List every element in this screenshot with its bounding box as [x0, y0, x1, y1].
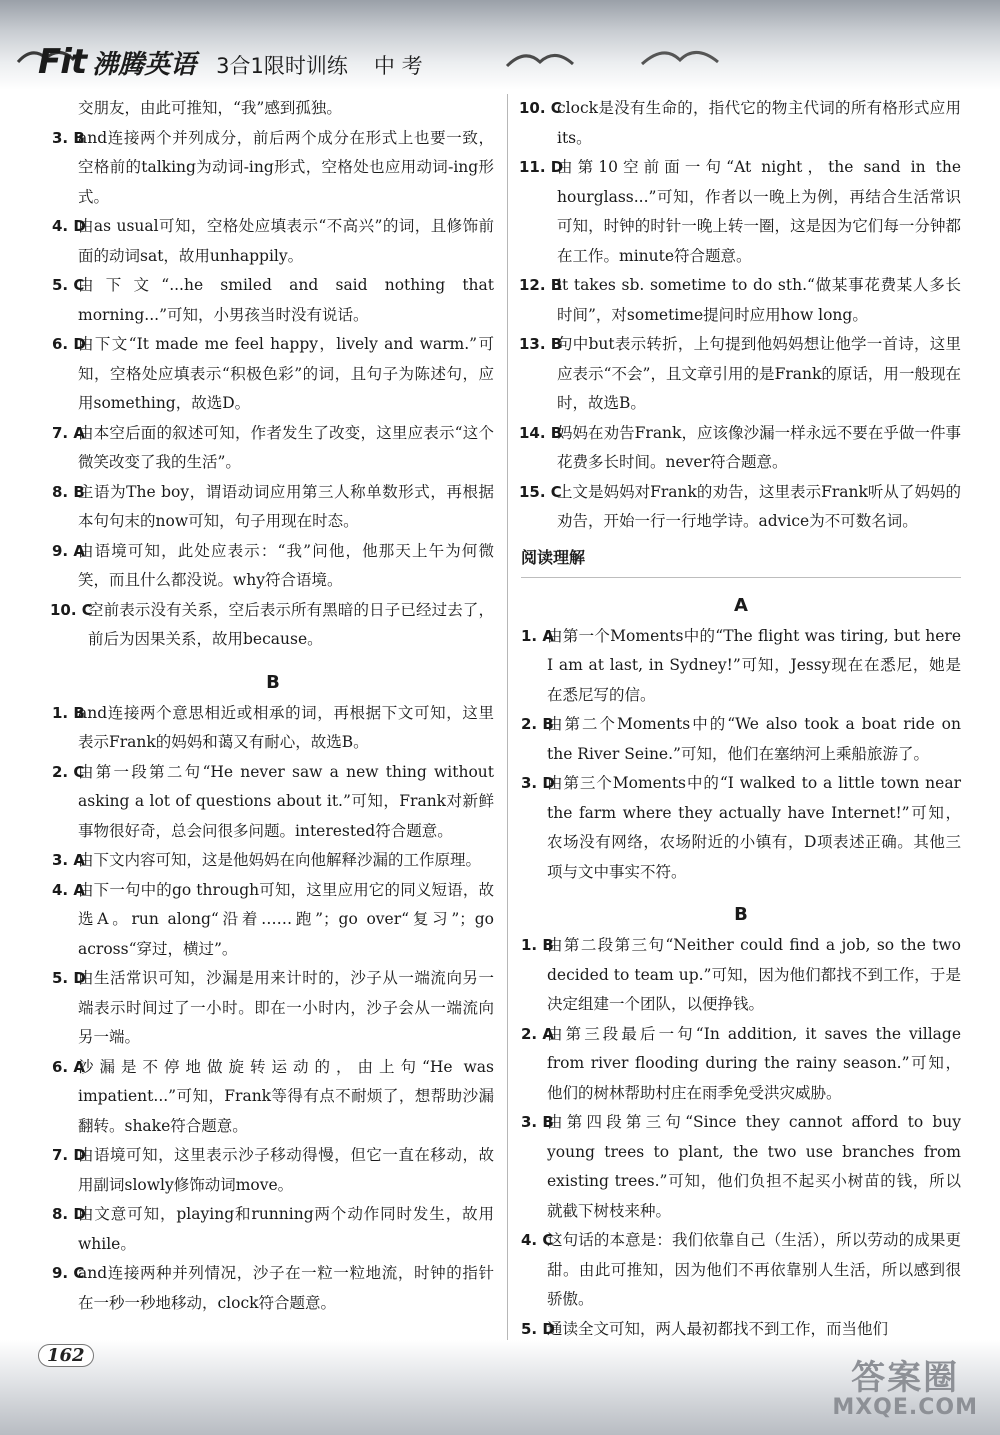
seagull-icon: [640, 42, 720, 68]
answer-entry: 交朋友，由此可推知，“我”感到孤独。: [78, 99, 342, 117]
logo-chinese: 沸腾英语: [92, 50, 197, 80]
answer-entry: 3. D 由第三个Moments中的“I walked to a little town near the farm where they actually have Internet!”可知，农场没有网络，农场附近的小镇有，D项表述正确。其他三项与文中事实不符。: [521, 774, 961, 881]
section-letter: B: [266, 671, 280, 693]
answer-entry: 1. A 由第一个Moments中的“The flight was tiring, but here I am at last, in Sydney!”可知，Jessy现在在悉尼，她是在悉尼写的信。: [521, 626, 961, 704]
answer-entry: 13. B 句中but表示转折，上句提到他妈妈想让他学一首诗，这里应表示“不会”，且文章引用的是Frank的原话，用一般现在时，故选B。: [519, 335, 961, 412]
answer-entry: 15. C 上文是妈妈对Frank的劝告，这里表示Frank听从了妈妈的劝告，开始一行一行地学诗。advice为不可数名词。: [519, 482, 961, 530]
answer-entry: 5. D 由生活常识可知，沙漏是用来计时的，沙子从一端流向另一端表示时间过了一小时。即在一小时内，沙子会从一端流向另一端。: [52, 969, 494, 1046]
answer-entry: 2. A 由第三段最后一句“In addition, it saves the village from river flooding during the rainy season.”可知，他们的树林帮助村庄在雨季免受洪灾威胁。: [521, 1024, 961, 1102]
answer-entry: 7. D 由语境可知，这里表示沙子移动得慢，但它一直在移动，故用副词slowly修饰动词move。: [52, 1146, 494, 1194]
section-letter: B: [734, 904, 748, 925]
answer-entry: 7. A 由本空后面的叙述可知，作者发生了改变，这里应表示“这个微笑改变了我的生活”。: [52, 423, 494, 471]
answer-entry: 6. A 沙漏是不停地做旋转运动的，由上句“He was impatient...”可知，Frank等得有点不耐烦了，想帮助沙漏翻转。shake符合题意。: [52, 1057, 494, 1135]
header-title: [38, 42, 423, 82]
answer-entry: 9. A 由语境可知，此处应表示：“我”问他，他那天上午为何微笑，而且什么都没说。why符合语境。: [52, 541, 494, 589]
logo-fit: Fit: [38, 42, 87, 82]
answer-entry: 11. D 由第10空前面一句“At night，the sand in the hourglass...”可知，作者以一晚上为例，再结合生活常识可知，时钟的时针一晚上转一圈，这是因为它们每一分钟都在工作。minute符合题意。: [519, 158, 961, 265]
answer-entry: 1. B and连接两个意思相近或相承的词，再根据下文可知，这里表示Frank的妈妈和蔼又有耐心，故选B。: [52, 703, 494, 751]
heading-rule: [521, 577, 961, 578]
header-banner: [0, 0, 1000, 90]
answer-entry: 9. C and连接两种并列情况，沙子在一粒一粒地流，时钟的指针在一秒一秒地移动，clock符合题意。: [52, 1264, 494, 1312]
column-divider: [507, 94, 508, 1364]
answer-entry: 4. A 由下一句中的go through可知，这里应用它的同义短语，故选A。run along“沿着……跑”；go over“复习”；go across“穿过，横过”。: [52, 880, 494, 958]
right-column: [521, 94, 961, 1344]
answer-entry: 3. A 由下文内容可知，这是他妈妈在向他解释沙漏的工作原理。: [52, 851, 482, 869]
watermark-chinese: 答案圈: [851, 1358, 960, 1398]
answer-entry: 4. C 这句话的本意是：我们依靠自己（生活），所以劳动的成果更甜。由此可推知，因为他们不再依靠别人生活，所以感到很骄傲。: [521, 1231, 961, 1308]
answer-entry: 3. B 由第四段第三句“Since they cannot afford to buy young trees to plant, the two use branches from existing trees.”可知，他们负担不起买小树苗的钱，所以就截下树枝来种。: [521, 1113, 961, 1220]
answer-entry: 12. B it takes sb. sometime to do sth.“做某事花费某人多长时间”，对sometime提问时应用how long。: [519, 276, 961, 324]
answer-entry: 8. B 主语为The boy，谓语动词应用第三人称单数形式，再根据本句句末的now可知，句子用现在时态。: [52, 482, 494, 530]
exam-level: 中 考: [373, 54, 423, 78]
answer-entry: 8. D 由文意可知，playing和running两个动作同时发生，故用while。: [52, 1205, 494, 1253]
answer-entry: 5. C 由下文“...he smiled and said nothing that morning...”可知，小男孩当时没有说话。: [52, 276, 494, 324]
answer-entry: 1. B 由第二段第三句“Neither could find a job, so the two decided to team up.”可知，因为他们都找不到工作，于是决定组建一个团队，以便挣钱。: [521, 936, 961, 1013]
answer-entry: 3. B and连接两个并列成分，前后两个成分在形式上也要一致，空格前的talking为动词-ing形式，空格处也应用动词-ing形式。: [52, 128, 494, 206]
watermark-url: MXQE.COM: [832, 1395, 978, 1420]
answer-entry: 2. B 由第二个Moments中的“We also took a boat ride on the River Seine.”可知，他们在塞纳河上乘船旅游了。: [521, 715, 961, 763]
seagull-icon: [505, 46, 575, 70]
section-letter: A: [734, 594, 748, 616]
answer-entry: 4. D 由as usual可知，空格处应填表示“不高兴”的词，且修饰前面的动词sat，故用unhappily。: [52, 217, 494, 265]
site-watermark: [832, 1350, 978, 1420]
book-subtitle: 3合1限时训练: [216, 54, 348, 78]
answer-entry: 14. B 妈妈在劝告Frank，应该像沙漏一样永远不要在乎做一件事花费多长时间。never符合题意。: [519, 423, 961, 471]
left-column: [52, 94, 494, 1318]
answer-entry: 6. D 由下文“It made me feel happy，lively and warm.”可知，空格处应填表示“积极色彩”的词，且句子为陈述句，应用something，故选D。: [52, 335, 494, 412]
answer-entry: 10. C 空前表示没有关系，空后表示所有黑暗的日子已经过去了，前后为因果关系，故用because。: [50, 600, 494, 648]
reading-comprehension-heading: 阅读理解: [521, 547, 586, 567]
answer-entry: 5. D 通读全文可知，两人最初都找不到工作，而当他们: [521, 1319, 889, 1338]
page-number: 162: [38, 1344, 94, 1367]
answer-entry: 10. C clock是没有生命的，指代它的物主代词的所有格形式应用its。: [519, 99, 961, 147]
answer-entry: 2. C 由第一段第二句“He never saw a new thing without asking a lot of questions about it.”可知，Frank对新鲜事物很好奇，总会问很多问题。interested符合题意。: [52, 762, 494, 840]
